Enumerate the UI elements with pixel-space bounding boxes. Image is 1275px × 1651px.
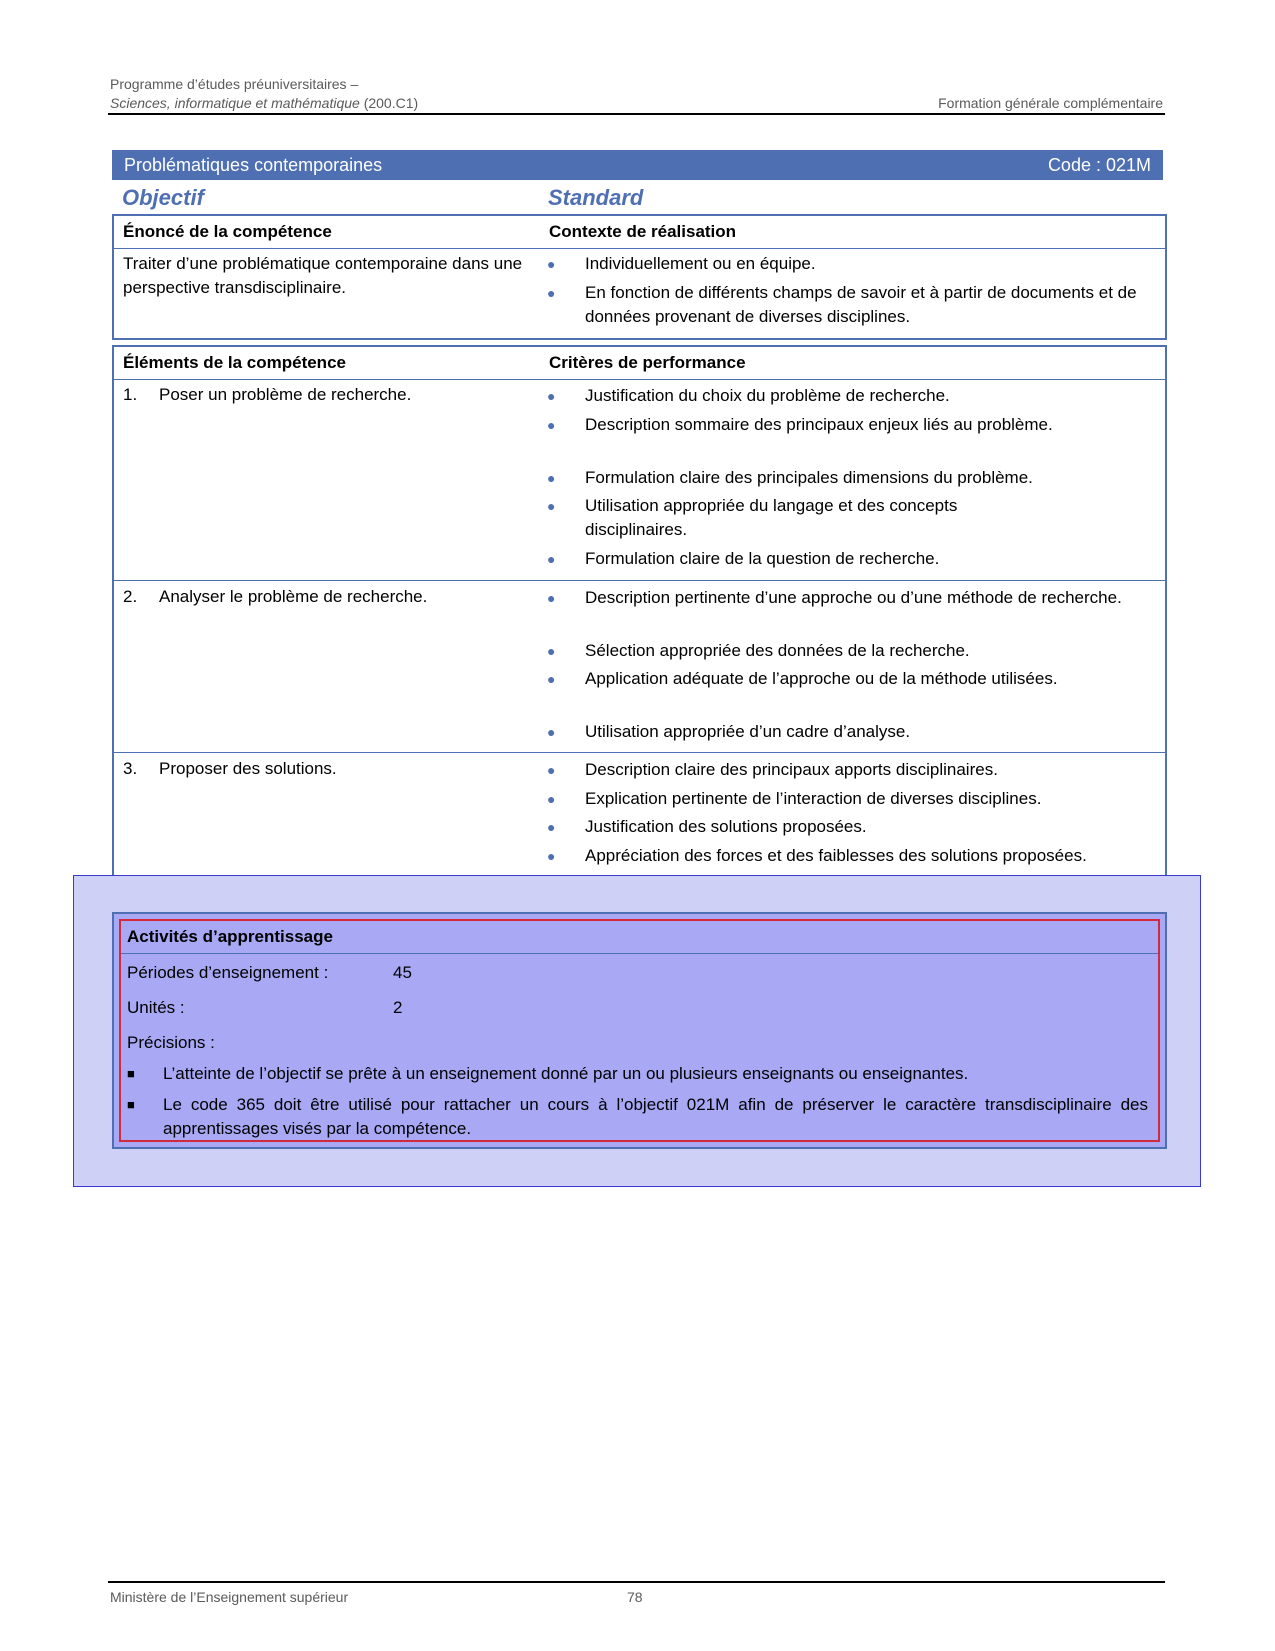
criterion-text: Description sommaire des principaux enjeux liés au problème.: [585, 415, 1053, 434]
enonce-text: Traiter d’une problématique contemporaine dans une perspective transdisciplinaire.: [123, 254, 523, 297]
header-section-label: Formation générale complémentaire: [938, 95, 1163, 111]
element-label: Proposer des solutions.: [159, 759, 337, 778]
elements-table: [112, 345, 1167, 899]
criterion-text: Appréciation des forces et des faiblesses des solutions proposées.: [585, 846, 1087, 865]
enonce-table: [112, 214, 1167, 340]
activities-header: [121, 921, 1158, 954]
criterion-text: Formulation claire des principales dimensions du problème.: [585, 468, 1033, 487]
bullet-icon: ●: [547, 590, 556, 606]
element-row-1: [123, 383, 519, 407]
page-number: 78: [627, 1589, 643, 1605]
bullet-icon: ●: [547, 848, 556, 864]
bullet-icon: ●: [547, 643, 556, 659]
header-divider: [108, 113, 1165, 115]
bullet-icon: ●: [547, 388, 556, 404]
activities-title: Activités d’apprentissage: [127, 927, 333, 946]
criterion-item: [547, 667, 1075, 691]
enonce-heading: Énoncé de la compétence: [123, 222, 332, 241]
bullet-icon: ●: [547, 551, 556, 567]
context-item: [547, 281, 1155, 329]
criterion-text: Application adéquate de l’approche ou de la méthode utilisées.: [585, 669, 1058, 688]
element-label: Poser un problème de recherche.: [159, 385, 412, 404]
precision-item: [127, 1093, 1148, 1141]
criterion-text: Description pertinente d’une approche ou d’une méthode de recherche.: [585, 588, 1122, 607]
elements-heading: Éléments de la compétence: [123, 353, 346, 372]
criterion-text: Explication pertinente de l’interaction de diverses disciplines.: [585, 789, 1042, 808]
program-title-line1: Programme d’études préuniversitaires –: [110, 76, 359, 92]
activities-box: [112, 912, 1167, 1149]
criterion-item: [547, 586, 1155, 610]
criterion-item: [547, 844, 1095, 868]
criterion-item: [547, 466, 1155, 490]
unites-value: 2: [393, 998, 403, 1017]
element-row-3: [123, 757, 519, 781]
bullet-icon: ●: [547, 724, 556, 740]
criterion-item: [547, 758, 1155, 782]
element-number: 3.: [123, 759, 138, 778]
criterion-text: Justification du choix du problème de recherche.: [585, 386, 950, 405]
criterion-item: [547, 494, 1045, 542]
precision-text: Le code 365 doit être utilisé pour rattacher un cours à l’objectif 021M afin de préserver le caractère transdisciplinaire des apprentissages visés par la compétence.: [163, 1095, 1148, 1138]
course-title: Problématiques contemporaines: [124, 155, 383, 175]
table-divider: [114, 248, 1165, 249]
bullet-icon: ●: [547, 762, 556, 778]
context-item-text: En fonction de différents champs de savoir et à partir de documents et de données provenant de diverses disciplines.: [585, 283, 1137, 326]
unites-label: Unités :: [127, 998, 185, 1017]
context-item: [547, 252, 1155, 276]
bullet-icon: ●: [547, 417, 556, 433]
criterion-item: [547, 815, 1155, 839]
bullet-icon: ●: [547, 498, 556, 514]
precision-text: L’atteinte de l’objectif se prête à un enseignement donné par un ou plusieurs enseignants ou enseignantes.: [163, 1064, 969, 1083]
table-divider: [114, 580, 1165, 581]
bullet-icon: ●: [547, 285, 556, 301]
precision-item: [127, 1062, 1148, 1086]
criterion-text: Formulation claire de la question de recherche.: [585, 549, 940, 568]
precisions-label: Précisions :: [127, 1033, 215, 1052]
footer-divider: [108, 1581, 1165, 1583]
criterion-text: Utilisation appropriée du langage et des concepts disciplinaires.: [585, 496, 958, 539]
periodes-label: Périodes d’enseignement :: [127, 963, 329, 982]
element-number: 1.: [123, 385, 138, 404]
context-item-text: Individuellement ou en équipe.: [585, 254, 816, 273]
criterion-item: [547, 787, 1155, 811]
bullet-icon: ●: [547, 256, 556, 272]
bullet-icon: ■: [127, 1097, 135, 1112]
activities-inner-frame: [119, 919, 1160, 1142]
contexte-heading: Contexte de réalisation: [549, 222, 737, 241]
program-name: Sciences, informatique et mathématique: [110, 95, 360, 111]
course-title-bar: [112, 150, 1163, 180]
criteres-heading: Critères de performance: [549, 353, 746, 372]
bullet-icon: ●: [547, 819, 556, 835]
bullet-icon: ●: [547, 470, 556, 486]
element-row-2: [123, 585, 519, 609]
objectif-heading: Objectif: [122, 185, 204, 210]
element-number: 2.: [123, 587, 138, 606]
bullet-icon: ●: [547, 671, 556, 687]
criterion-item: [547, 639, 1155, 663]
criterion-item: [547, 720, 1155, 744]
program-title-line2: [110, 95, 418, 111]
criterion-text: Sélection appropriée des données de la recherche.: [585, 641, 970, 660]
element-label: Analyser le problème de recherche.: [159, 587, 428, 606]
criterion-text: Utilisation appropriée d’un cadre d’analyse.: [585, 722, 911, 741]
bullet-icon: ■: [127, 1066, 135, 1081]
criterion-item: [547, 547, 1155, 571]
course-code: Code : 021M: [1047, 155, 1151, 175]
bullet-icon: ●: [547, 791, 556, 807]
criterion-item: [547, 413, 1055, 437]
standard-heading: Standard: [548, 185, 644, 210]
footer-ministry: Ministère de l’Enseignement supérieur: [110, 1589, 349, 1605]
program-code: (200.C1): [359, 95, 419, 111]
criterion-item: [547, 384, 1155, 408]
periodes-value: 45: [393, 963, 412, 982]
table-divider: [114, 752, 1165, 753]
table-divider: [114, 379, 1165, 380]
criterion-text: Justification des solutions proposées.: [585, 817, 867, 836]
criterion-text: Description claire des principaux apports disciplinaires.: [585, 760, 998, 779]
